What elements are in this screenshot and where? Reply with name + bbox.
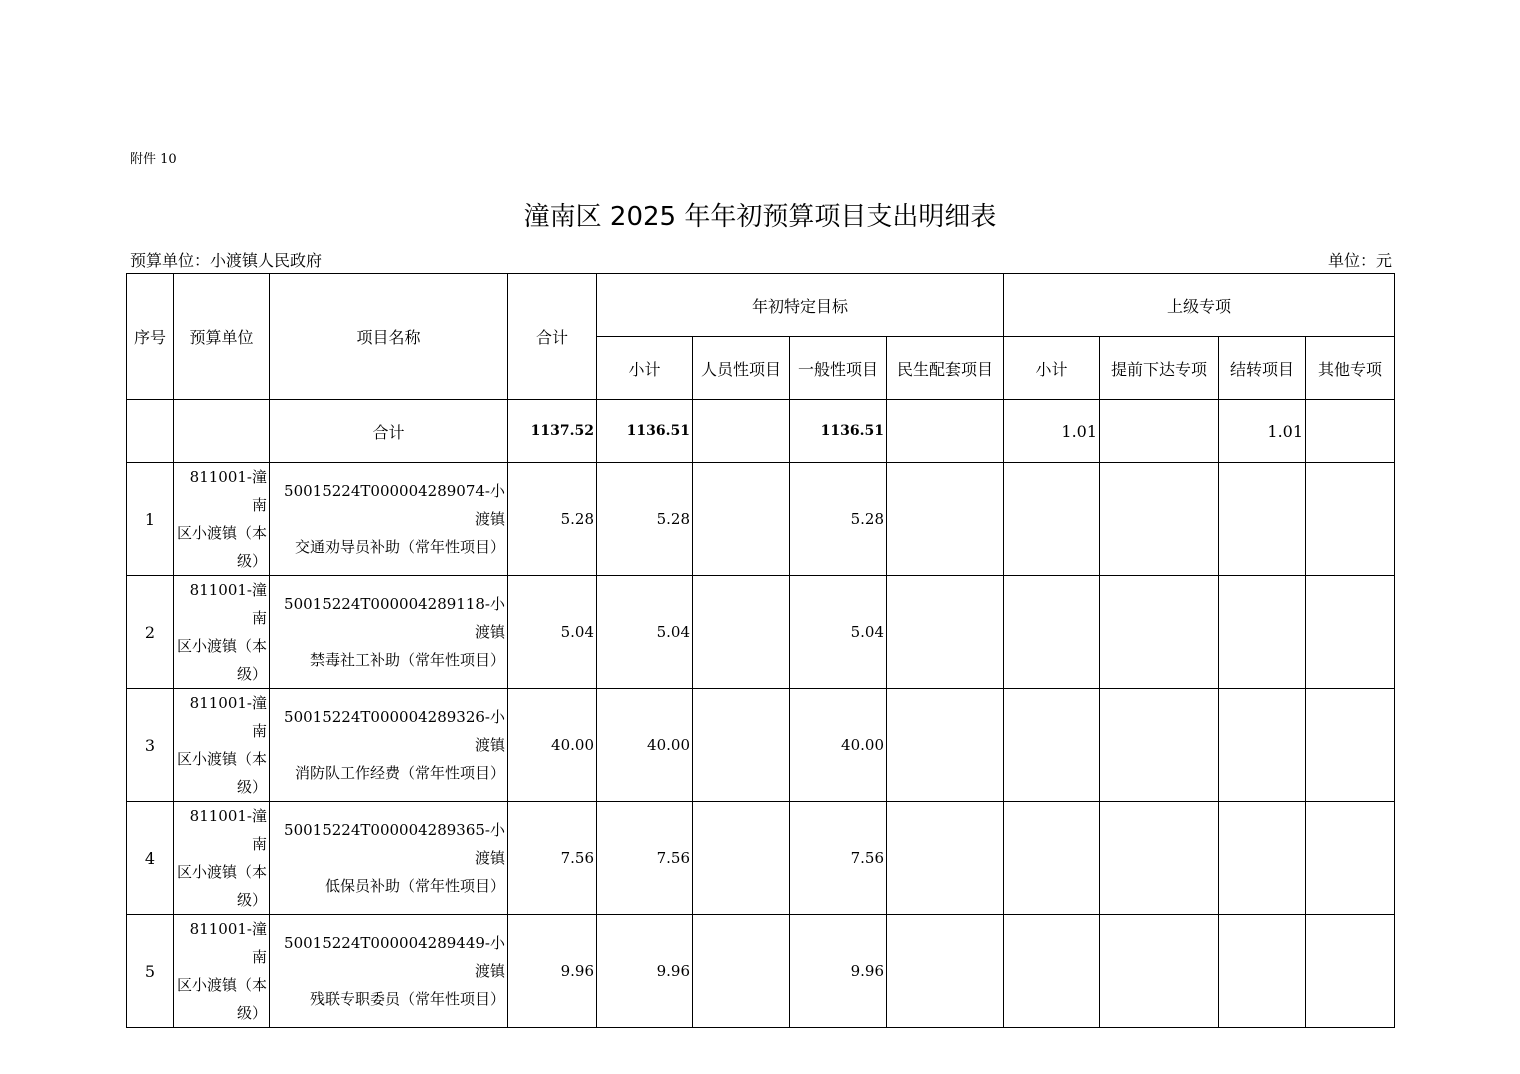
header-a-livelihood: 民生配套项目 bbox=[887, 337, 1004, 400]
row-b-advance bbox=[1100, 689, 1219, 802]
row-b-subtotal bbox=[1004, 915, 1100, 1028]
row-a-personnel bbox=[693, 463, 790, 576]
row-unit-line: 811001-潼南 bbox=[189, 468, 267, 514]
row-unit-line: 级） bbox=[236, 665, 267, 683]
row-unit-line: 811001-潼南 bbox=[189, 807, 267, 853]
row-a-general: 5.28 bbox=[790, 463, 887, 576]
header-seq: 序号 bbox=[127, 274, 174, 400]
row-project-line: 50015224T000004289449-小渡镇 bbox=[284, 934, 505, 980]
row-a-subtotal: 7.56 bbox=[597, 802, 693, 915]
header-a-subtotal: 小计 bbox=[597, 337, 693, 400]
page-title: 潼南区 2025 年年初预算项目支出明细表 bbox=[523, 202, 997, 232]
row-b-advance bbox=[1100, 915, 1219, 1028]
row-a-livelihood bbox=[887, 802, 1004, 915]
header-b-subtotal: 小计 bbox=[1004, 337, 1100, 400]
row-b-advance bbox=[1100, 802, 1219, 915]
header-group-specific: 年初特定目标 bbox=[597, 274, 1004, 337]
header-group-superior: 上级专项 bbox=[1004, 274, 1395, 337]
row-a-subtotal: 40.00 bbox=[597, 689, 693, 802]
row-b-subtotal bbox=[1004, 576, 1100, 689]
row-project-line: 低保员补助（常年性项目） bbox=[324, 877, 505, 895]
row-project-line: 交通劝导员补助（常年性项目） bbox=[294, 538, 505, 556]
row-b-other bbox=[1306, 915, 1395, 1028]
header-project: 项目名称 bbox=[270, 274, 508, 400]
total-a-personnel bbox=[693, 400, 790, 463]
row-a-livelihood bbox=[887, 576, 1004, 689]
row-project-line: 禁毒社工补助（常年性项目） bbox=[309, 651, 505, 669]
row-b-subtotal bbox=[1004, 463, 1100, 576]
row-total: 9.96 bbox=[508, 915, 597, 1028]
row-b-other bbox=[1306, 802, 1395, 915]
row-b-advance bbox=[1100, 463, 1219, 576]
row-total: 40.00 bbox=[508, 689, 597, 802]
row-unit bbox=[174, 463, 270, 576]
row-a-subtotal: 9.96 bbox=[597, 915, 693, 1028]
row-unit-line: 区小渡镇（本 bbox=[176, 750, 267, 768]
row-unit-line: 区小渡镇（本 bbox=[176, 524, 267, 542]
row-unit bbox=[174, 915, 270, 1028]
row-a-general: 40.00 bbox=[790, 689, 887, 802]
total-b-advance bbox=[1100, 400, 1219, 463]
row-b-subtotal bbox=[1004, 802, 1100, 915]
total-b-carryover: 1.01 bbox=[1219, 400, 1306, 463]
row-b-other bbox=[1306, 463, 1395, 576]
table-row bbox=[127, 802, 1395, 915]
total-a-livelihood bbox=[887, 400, 1004, 463]
row-unit bbox=[174, 576, 270, 689]
row-a-subtotal: 5.28 bbox=[597, 463, 693, 576]
row-unit-line: 区小渡镇（本 bbox=[176, 863, 267, 881]
row-unit bbox=[174, 689, 270, 802]
row-unit-line: 811001-潼南 bbox=[189, 694, 267, 740]
row-a-livelihood bbox=[887, 915, 1004, 1028]
header-b-carryover: 结转项目 bbox=[1219, 337, 1306, 400]
row-project bbox=[270, 689, 508, 802]
row-unit bbox=[174, 802, 270, 915]
row-a-personnel bbox=[693, 915, 790, 1028]
row-seq: 5 bbox=[127, 915, 174, 1028]
row-b-carryover bbox=[1219, 802, 1306, 915]
row-seq: 1 bbox=[127, 463, 174, 576]
total-row bbox=[127, 400, 1395, 463]
row-total: 5.04 bbox=[508, 576, 597, 689]
row-unit-line: 级） bbox=[236, 1004, 267, 1022]
table-row bbox=[127, 576, 1395, 689]
row-b-carryover bbox=[1219, 689, 1306, 802]
header-a-general: 一般性项目 bbox=[790, 337, 887, 400]
row-total: 7.56 bbox=[508, 802, 597, 915]
total-label: 合计 bbox=[270, 400, 508, 463]
total-unit-cell bbox=[174, 400, 270, 463]
row-a-personnel bbox=[693, 576, 790, 689]
row-a-subtotal: 5.04 bbox=[597, 576, 693, 689]
row-project-line: 50015224T000004289118-小渡镇 bbox=[284, 595, 505, 641]
row-a-livelihood bbox=[887, 689, 1004, 802]
row-project bbox=[270, 802, 508, 915]
total-b-subtotal: 1.01 bbox=[1004, 400, 1100, 463]
header-total: 合计 bbox=[508, 274, 597, 400]
row-project-line: 50015224T000004289365-小渡镇 bbox=[284, 821, 505, 867]
row-a-personnel bbox=[693, 689, 790, 802]
row-project bbox=[270, 915, 508, 1028]
row-project-line: 50015224T000004289326-小渡镇 bbox=[284, 708, 505, 754]
row-project-line: 消防队工作经费（常年性项目） bbox=[294, 764, 505, 782]
header-b-advance: 提前下达专项 bbox=[1100, 337, 1219, 400]
row-seq: 2 bbox=[127, 576, 174, 689]
header-row-1 bbox=[127, 274, 1395, 337]
row-a-livelihood bbox=[887, 463, 1004, 576]
currency-unit-label: 单位：元 bbox=[1327, 251, 1392, 270]
row-unit-line: 级） bbox=[236, 891, 267, 909]
row-unit-line: 级） bbox=[236, 552, 267, 570]
row-a-general: 5.04 bbox=[790, 576, 887, 689]
row-project bbox=[270, 463, 508, 576]
row-unit-line: 区小渡镇（本 bbox=[176, 976, 267, 994]
row-b-advance bbox=[1100, 576, 1219, 689]
row-project-line: 残联专职委员（常年性项目） bbox=[309, 990, 505, 1008]
row-b-carryover bbox=[1219, 463, 1306, 576]
row-b-other bbox=[1306, 689, 1395, 802]
table-row bbox=[127, 689, 1395, 802]
row-a-personnel bbox=[693, 802, 790, 915]
row-a-general: 7.56 bbox=[790, 802, 887, 915]
row-unit-line: 级） bbox=[236, 778, 267, 796]
row-b-other bbox=[1306, 576, 1395, 689]
total-total: 1137.52 bbox=[508, 400, 597, 463]
row-project bbox=[270, 576, 508, 689]
budget-unit-label: 预算单位：小渡镇人民政府 bbox=[130, 251, 323, 270]
header-b-other: 其他专项 bbox=[1306, 337, 1395, 400]
table-row bbox=[127, 915, 1395, 1028]
header-unit: 预算单位 bbox=[174, 274, 270, 400]
row-unit-line: 区小渡镇（本 bbox=[176, 637, 267, 655]
total-a-subtotal: 1136.51 bbox=[597, 400, 693, 463]
row-a-general: 9.96 bbox=[790, 915, 887, 1028]
row-total: 5.28 bbox=[508, 463, 597, 576]
table-row bbox=[127, 463, 1395, 576]
header-a-personnel: 人员性项目 bbox=[693, 337, 790, 400]
budget-table bbox=[126, 273, 1395, 1028]
attachment-label: 附件 10 bbox=[130, 152, 177, 167]
total-a-general: 1136.51 bbox=[790, 400, 887, 463]
total-b-other bbox=[1306, 400, 1395, 463]
row-unit-line: 811001-潼南 bbox=[189, 920, 267, 966]
row-b-carryover bbox=[1219, 915, 1306, 1028]
row-b-subtotal bbox=[1004, 689, 1100, 802]
total-seq-cell bbox=[127, 400, 174, 463]
row-unit-line: 811001-潼南 bbox=[189, 581, 267, 627]
row-b-carryover bbox=[1219, 576, 1306, 689]
row-seq: 4 bbox=[127, 802, 174, 915]
row-project-line: 50015224T000004289074-小渡镇 bbox=[284, 482, 505, 528]
row-seq: 3 bbox=[127, 689, 174, 802]
